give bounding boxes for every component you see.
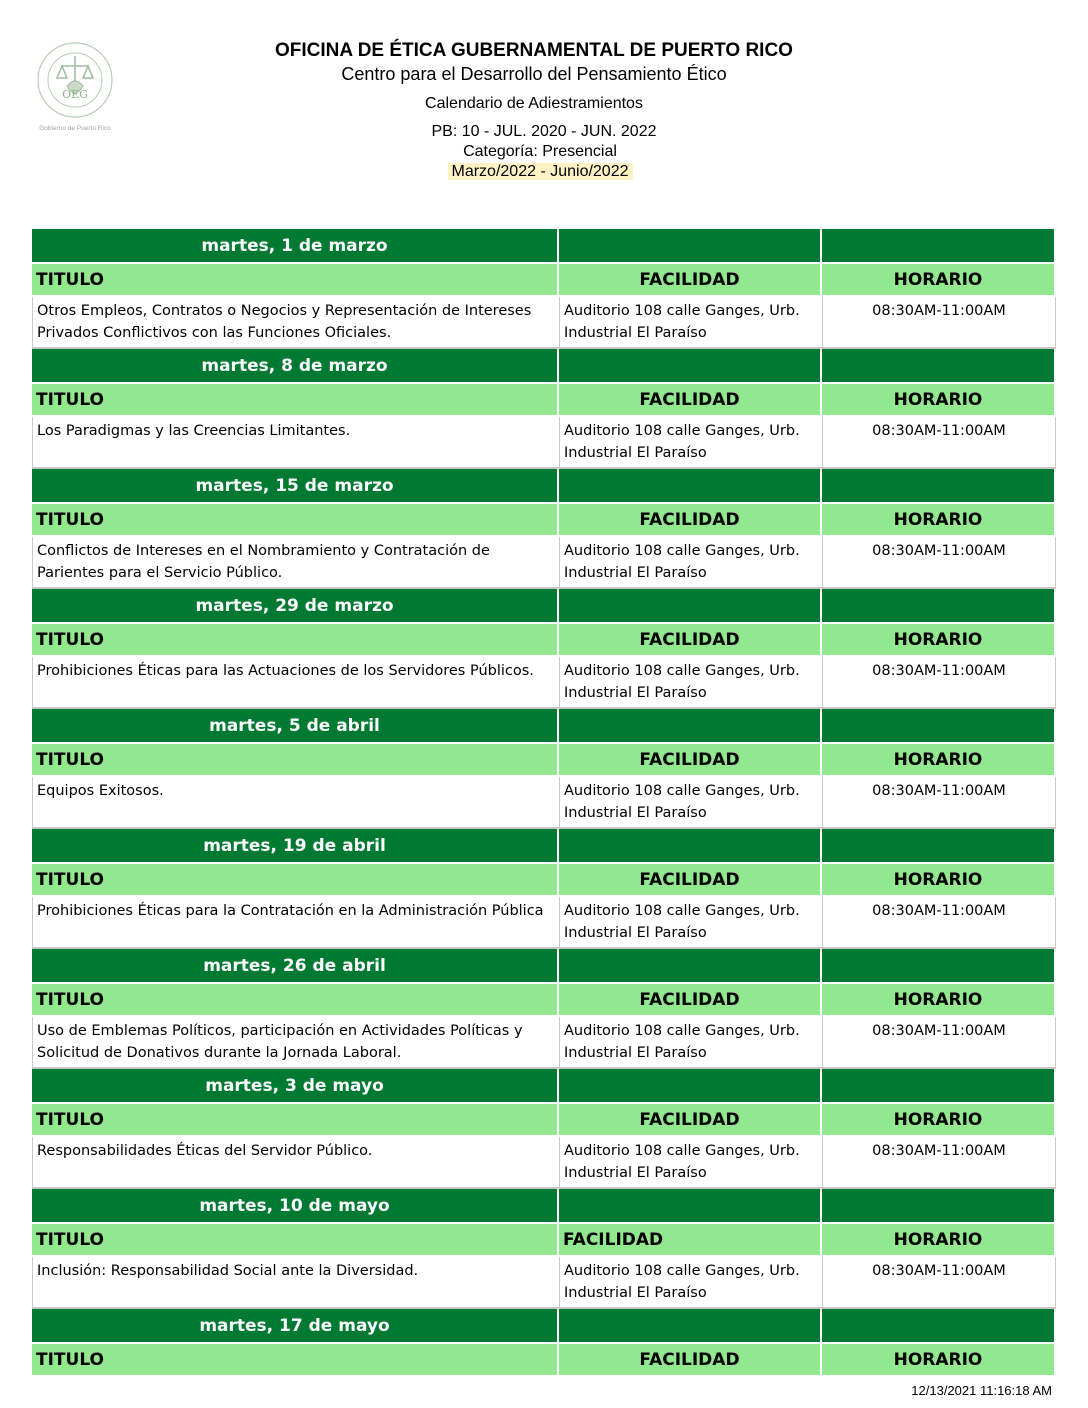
session-facility: Auditorio 108 calle Ganges, Urb. Industrial El Paraíso — [559, 417, 822, 469]
date-row-blank — [559, 469, 822, 504]
session-date: martes, 10 de mayo — [32, 1189, 559, 1224]
org-title: OFICINA DE ÉTICA GUBERNAMENTAL DE PUERTO RICO — [275, 40, 793, 61]
column-header-row — [32, 744, 1056, 777]
calendar-title: Calendario de Adiestramientos — [425, 95, 643, 112]
date-row-blank — [559, 709, 822, 744]
title-column-header: TITULO — [32, 864, 559, 897]
session-row — [32, 1137, 1056, 1189]
session-schedule: 08:30AM-11:00AM — [822, 537, 1056, 589]
session-title: Los Paradigmas y las Creencias Limitantes. — [32, 417, 559, 469]
facility-column-header: FACILIDAD — [559, 1104, 822, 1137]
session-schedule: 08:30AM-11:00AM — [822, 657, 1056, 709]
facility-column-header: FACILIDAD — [559, 264, 822, 297]
date-row-blank — [559, 349, 822, 384]
date-row-blank — [822, 229, 1056, 264]
title-column-header: TITULO — [32, 504, 559, 537]
schedule-column-header: HORARIO — [822, 504, 1056, 537]
facility-column-header: FACILIDAD — [559, 624, 822, 657]
session-title: Prohibiciones Éticas para la Contratación en la Administración Pública — [32, 897, 559, 949]
session-row — [32, 777, 1056, 829]
facility-column-header: FACILIDAD — [559, 1224, 822, 1257]
title-column-header: TITULO — [32, 264, 559, 297]
facility-column-header: FACILIDAD — [559, 984, 822, 1017]
column-header-row — [32, 864, 1056, 897]
facility-column-header: FACILIDAD — [559, 384, 822, 417]
schedule-column-header: HORARIO — [822, 384, 1056, 417]
date-row-blank — [559, 589, 822, 624]
session-date: martes, 26 de abril — [32, 949, 559, 984]
session-facility: Auditorio 108 calle Ganges, Urb. Industrial El Paraíso — [559, 537, 822, 589]
range-label — [0, 163, 1080, 181]
title-column-header: TITULO — [32, 984, 559, 1017]
session-row — [32, 897, 1056, 949]
date-row-blank — [822, 709, 1056, 744]
svg-text:OEG: OEG — [62, 88, 88, 101]
date-row-blank — [822, 949, 1056, 984]
facility-column-header: FACILIDAD — [559, 504, 822, 537]
title-column-header: TITULO — [32, 1344, 559, 1377]
date-row — [32, 829, 1056, 864]
center-title: Centro para el Desarrollo del Pensamiento Ético — [341, 64, 727, 84]
session-schedule: 08:30AM-11:00AM — [822, 777, 1056, 829]
session-facility: Auditorio 108 calle Ganges, Urb. Industrial El Paraíso — [559, 1017, 822, 1069]
date-row — [32, 709, 1056, 744]
title-column-header: TITULO — [32, 1104, 559, 1137]
schedule-column-header: HORARIO — [822, 864, 1056, 897]
facility-column-header: FACILIDAD — [559, 744, 822, 777]
session-date: martes, 8 de marzo — [32, 349, 559, 384]
facility-column-header: FACILIDAD — [559, 864, 822, 897]
session-schedule: 08:30AM-11:00AM — [822, 897, 1056, 949]
date-row-blank — [559, 1189, 822, 1224]
date-row-blank — [822, 349, 1056, 384]
session-date: martes, 29 de marzo — [32, 589, 559, 624]
date-row-blank — [822, 1189, 1056, 1224]
session-date: martes, 3 de mayo — [32, 1069, 559, 1104]
date-row-blank — [822, 1309, 1056, 1344]
range-highlight: Marzo/2022 - Junio/2022 — [448, 163, 633, 180]
session-title: Inclusión: Responsabilidad Social ante la Diversidad. — [32, 1257, 559, 1309]
session-date: martes, 19 de abril — [32, 829, 559, 864]
session-date: martes, 5 de abril — [32, 709, 559, 744]
date-row — [32, 1189, 1056, 1224]
session-title: Prohibiciones Éticas para las Actuaciones de los Servidores Públicos. — [32, 657, 559, 709]
column-header-row — [32, 1104, 1056, 1137]
date-row — [32, 229, 1056, 264]
session-schedule: 08:30AM-11:00AM — [822, 1017, 1056, 1069]
column-header-row — [32, 624, 1056, 657]
session-row — [32, 537, 1056, 589]
schedule-column-header: HORARIO — [822, 744, 1056, 777]
session-title: Conflictos de Intereses en el Nombramiento y Contratación de Parientes para el Servicio Público. — [32, 537, 559, 589]
session-facility: Auditorio 108 calle Ganges, Urb. Industrial El Paraíso — [559, 1137, 822, 1189]
date-row-blank — [559, 829, 822, 864]
title-column-header: TITULO — [32, 384, 559, 417]
session-facility: Auditorio 108 calle Ganges, Urb. Industrial El Paraíso — [559, 297, 822, 349]
session-row — [32, 417, 1056, 469]
schedule-table — [32, 229, 1056, 1377]
session-facility: Auditorio 108 calle Ganges, Urb. Industrial El Paraíso — [559, 657, 822, 709]
session-date: martes, 1 de marzo — [32, 229, 559, 264]
column-header-row — [32, 384, 1056, 417]
date-row-blank — [822, 589, 1056, 624]
session-facility: Auditorio 108 calle Ganges, Urb. Industrial El Paraíso — [559, 897, 822, 949]
column-header-row — [32, 264, 1056, 297]
schedule-column-header: HORARIO — [822, 1344, 1056, 1377]
svg-text:Gobierno de Puerto Rico: Gobierno de Puerto Rico — [39, 125, 111, 132]
session-facility: Auditorio 108 calle Ganges, Urb. Industrial El Paraíso — [559, 777, 822, 829]
column-header-row — [32, 1344, 1056, 1377]
facility-column-header: FACILIDAD — [559, 1344, 822, 1377]
session-date: martes, 17 de mayo — [32, 1309, 559, 1344]
session-row — [32, 297, 1056, 349]
session-row — [32, 1257, 1056, 1309]
date-row — [32, 1069, 1056, 1104]
period-label: PB: 10 - JUL. 2020 - JUN. 2022 — [431, 123, 657, 140]
schedule-column-header: HORARIO — [822, 1104, 1056, 1137]
date-row — [32, 469, 1056, 504]
schedule-body — [32, 229, 1056, 1377]
title-column-header: TITULO — [32, 1224, 559, 1257]
column-header-row — [32, 1224, 1056, 1257]
session-facility: Auditorio 108 calle Ganges, Urb. Industrial El Paraíso — [559, 1257, 822, 1309]
session-schedule: 08:30AM-11:00AM — [822, 297, 1056, 349]
date-row — [32, 349, 1056, 384]
date-row — [32, 949, 1056, 984]
schedule-column-header: HORARIO — [822, 624, 1056, 657]
print-timestamp: 12/13/2021 11:16:18 AM — [911, 1383, 1052, 1398]
date-row-blank — [822, 469, 1056, 504]
session-schedule: 08:30AM-11:00AM — [822, 1257, 1056, 1309]
date-row-blank — [559, 1069, 822, 1104]
session-title: Responsabilidades Éticas del Servidor Público. — [32, 1137, 559, 1189]
date-row-blank — [559, 1309, 822, 1344]
column-header-row — [32, 504, 1056, 537]
session-date: martes, 15 de marzo — [32, 469, 559, 504]
date-row-blank — [822, 1069, 1056, 1104]
title-column-header: TITULO — [32, 744, 559, 777]
session-row — [32, 1017, 1056, 1069]
session-row — [32, 657, 1056, 709]
session-title: Uso de Emblemas Políticos, participación en Actividades Políticas y Solicitud de Donativos durante la Jornada Laboral. — [32, 1017, 559, 1069]
schedule-column-header: HORARIO — [822, 264, 1056, 297]
session-title: Equipos Exitosos. — [32, 777, 559, 829]
date-row — [32, 1309, 1056, 1344]
date-row-blank — [559, 949, 822, 984]
category-label: Categoría: Presencial — [463, 143, 617, 160]
date-row-blank — [559, 229, 822, 264]
column-header-row — [32, 984, 1056, 1017]
title-column-header: TITULO — [32, 624, 559, 657]
date-row-blank — [822, 829, 1056, 864]
date-row — [32, 589, 1056, 624]
session-title: Otros Empleos, Contratos o Negocios y Representación de Intereses Privados Conflictivos con las Funciones Oficiales. — [32, 297, 559, 349]
session-schedule: 08:30AM-11:00AM — [822, 1137, 1056, 1189]
schedule-column-header: HORARIO — [822, 984, 1056, 1017]
session-schedule: 08:30AM-11:00AM — [822, 417, 1056, 469]
schedule-column-header: HORARIO — [822, 1224, 1056, 1257]
